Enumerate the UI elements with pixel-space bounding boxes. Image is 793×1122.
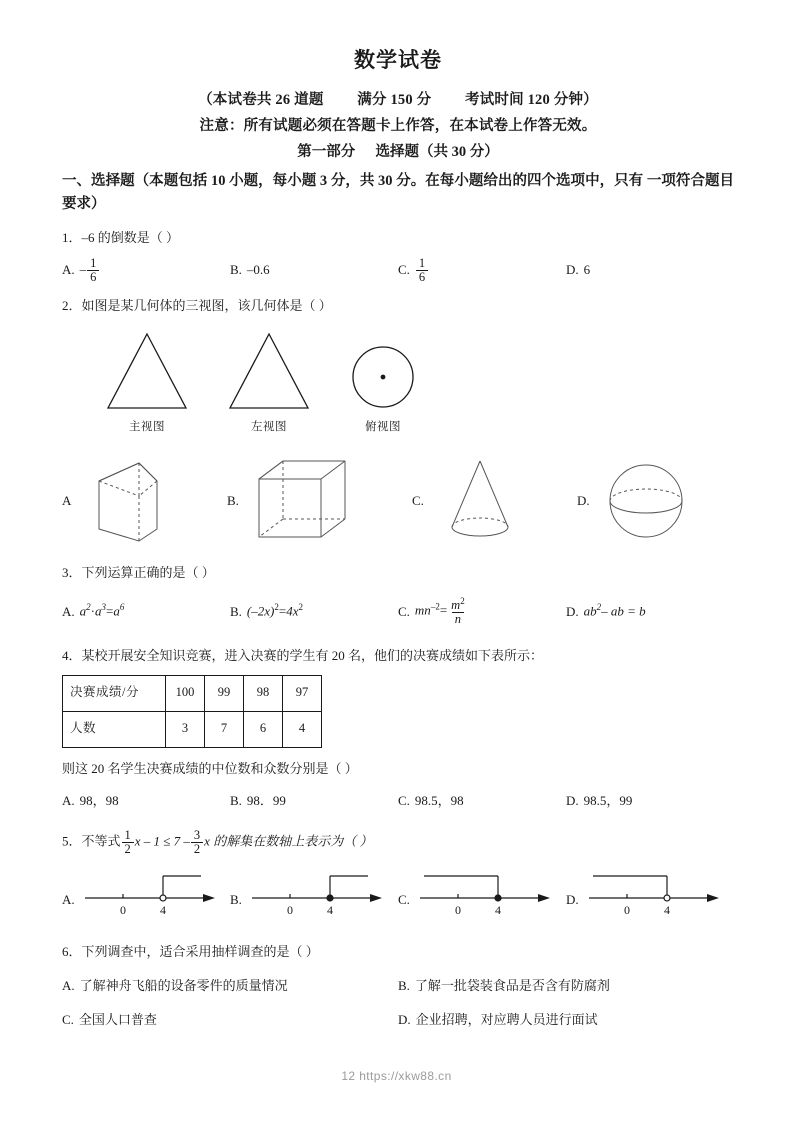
- triangle-icon: [104, 330, 190, 412]
- option-c[interactable]: [412, 453, 577, 548]
- question-5-mid1: x – 1 ≤ 7 –: [134, 833, 190, 849]
- option-d-label: D.: [566, 262, 579, 278]
- question-5-options: [62, 868, 734, 920]
- cube-icon: [245, 453, 355, 548]
- option-d-label: D.: [398, 1012, 411, 1028]
- left-view-caption: 左视图: [251, 421, 287, 434]
- option-a-label: A: [62, 492, 72, 508]
- option-d-value: 企业招聘，对应聘人员进行面试: [415, 1012, 598, 1028]
- part-name: 选择题（共 30 分）: [375, 144, 499, 160]
- option-b[interactable]: [227, 453, 412, 548]
- option-a[interactable]: [62, 791, 230, 811]
- option-a-value: 98，98: [79, 792, 119, 808]
- option-c-expression: $mn^{-2}=$ $\frac{m^2}{n}$: [414, 596, 465, 627]
- question-3: [62, 563, 734, 627]
- question-6-options-row1: [62, 976, 734, 996]
- top-view-caption: 俯视图: [365, 421, 401, 434]
- number-line-c-icon: [414, 868, 554, 920]
- left-view: [210, 330, 328, 437]
- score-table: [62, 675, 322, 748]
- front-view-caption: 主视图: [129, 421, 165, 434]
- option-a-value: – $\frac{1}{6}$: [80, 257, 101, 284]
- question-2-options: [62, 451, 734, 551]
- question-3-options: [62, 597, 734, 626]
- option-b-label: B.: [230, 603, 242, 619]
- option-d-label: D.: [566, 892, 579, 908]
- option-a[interactable]: [62, 976, 398, 996]
- cone-icon: [430, 453, 530, 548]
- svg-text:0: 0: [286, 903, 293, 918]
- option-c[interactable]: [62, 1010, 398, 1030]
- option-d[interactable]: [566, 868, 734, 920]
- score-cell: 100: [166, 675, 205, 711]
- section-heading: [62, 170, 734, 216]
- question-6-options-row2: [62, 1010, 734, 1030]
- option-b-label: B.: [230, 892, 242, 908]
- option-a-label: A.: [62, 792, 75, 808]
- question-2-stem: 2．如图是某几何体的三视图，该几何体是（ ）: [62, 297, 332, 313]
- table-row: [63, 675, 322, 711]
- option-b-label: B.: [227, 492, 239, 508]
- option-b-expression: $(-2x)^2=4x^2$: [246, 602, 303, 619]
- row-header-count: 人数: [63, 711, 166, 747]
- option-d-label: D.: [577, 492, 590, 508]
- section-heading-line2: 一项符合题目要求）: [62, 173, 735, 213]
- option-a-label: A.: [62, 603, 75, 619]
- option-c-value: 全国人口普查: [78, 1012, 157, 1028]
- page-content: [62, 44, 734, 1031]
- question-5: [62, 829, 734, 920]
- count-cell: 4: [283, 711, 322, 747]
- option-a[interactable]: [62, 257, 230, 284]
- part-heading: [62, 140, 734, 161]
- option-c-label: C.: [62, 1012, 74, 1028]
- svg-text:4: 4: [159, 903, 166, 918]
- option-b-value: 了解一批袋装食品是否含有防腐剂: [414, 978, 610, 994]
- option-d-value: 6: [583, 262, 591, 278]
- front-view: [84, 330, 210, 437]
- svg-text:0: 0: [623, 903, 630, 918]
- part-label: 第一部分: [297, 144, 356, 160]
- option-c[interactable]: [398, 791, 566, 811]
- question-4-options: [62, 791, 734, 811]
- option-d[interactable]: [398, 1010, 734, 1030]
- triangular-prism-icon: [77, 453, 173, 548]
- option-a-label: A.: [62, 262, 75, 278]
- option-a[interactable]: [62, 868, 230, 920]
- table-row: [63, 711, 322, 747]
- question-1-stem: 1．–6 的倒数是（ ）: [62, 230, 180, 246]
- svg-text:4: 4: [663, 903, 670, 918]
- svg-text:4: 4: [326, 903, 333, 918]
- exam-total-score: 满分 150 分: [357, 92, 432, 108]
- exam-question-count: （本试卷共 26 道题: [198, 92, 324, 108]
- option-d[interactable]: [566, 597, 734, 626]
- option-d-label: D.: [566, 603, 579, 619]
- three-views-figure: [84, 330, 734, 437]
- question-5-stem: 5．不等式 $\frac{1}{2}$ x – 1 ≤ 7 – $\frac{3}{2}$ x 的解集在数轴上表示为（ ）: [62, 827, 373, 856]
- number-line-d-icon: [583, 868, 723, 920]
- question-5-mid2: x 的解集在数轴上表示为（ ）: [204, 833, 373, 849]
- option-d[interactable]: [566, 791, 734, 811]
- option-b[interactable]: [230, 257, 398, 284]
- exam-info-line: [62, 88, 734, 109]
- page-title: 数学试卷: [354, 48, 442, 72]
- option-c-label: C.: [398, 792, 410, 808]
- option-d[interactable]: [566, 257, 734, 284]
- count-cell: 7: [205, 711, 244, 747]
- option-b-label: B.: [230, 262, 242, 278]
- option-b-value: 98．99: [246, 792, 286, 808]
- option-b[interactable]: [230, 597, 398, 626]
- option-d[interactable]: [577, 453, 734, 548]
- question-4-follow: 则这 20 名学生决赛成绩的中位数和众数分别是（ ）: [62, 760, 358, 776]
- count-cell: 3: [166, 711, 205, 747]
- question-1: [62, 228, 734, 283]
- option-c-value: 98.5，98: [414, 792, 464, 808]
- section-heading-line1: 一、选择题（本题包括 10 小题，每小题 3 分，共 30 分。在每小题给出的四个选项中，只有: [62, 173, 644, 189]
- question-5-stem-pre: 5．不等式: [62, 833, 121, 849]
- option-d-label: D.: [566, 792, 579, 808]
- row-header-score: 决赛成绩/分: [63, 675, 166, 711]
- option-a[interactable]: [62, 453, 227, 548]
- option-c-label: C.: [398, 603, 410, 619]
- question-1-options: [62, 257, 734, 284]
- score-cell: 97: [283, 675, 322, 711]
- score-cell: 98: [244, 675, 283, 711]
- option-c-label: C.: [398, 892, 410, 908]
- top-view: [328, 342, 438, 437]
- option-d-value: 98.5，99: [583, 792, 633, 808]
- question-4-stem: 4．某校开展安全知识竞赛，进入决赛的学生有 20 名，他们的决赛成绩如下表所示：: [62, 648, 544, 664]
- option-b[interactable]: [398, 976, 734, 996]
- option-b[interactable]: [230, 868, 398, 920]
- svg-text:0: 0: [454, 903, 461, 918]
- question-4: [62, 646, 734, 810]
- svg-text:4: 4: [494, 903, 501, 918]
- question-6: [62, 942, 734, 1030]
- option-c[interactable]: [398, 257, 566, 284]
- sphere-icon: [596, 453, 696, 548]
- option-d-expression: $ab^2-$ ab = b: [583, 602, 646, 619]
- page-footer: 12 https://xkw88.cn: [341, 1069, 452, 1083]
- option-a-expression: $a^2\cdot a^3=a^6$: [79, 602, 125, 619]
- count-cell: 6: [244, 711, 283, 747]
- option-b-value: –0.6: [246, 262, 270, 278]
- option-a-label: A.: [62, 892, 75, 908]
- question-2: [62, 296, 734, 551]
- option-c-label: C.: [412, 492, 424, 508]
- option-b-label: B.: [230, 792, 242, 808]
- question-3-stem: 3．下列运算正确的是（ ）: [62, 564, 215, 580]
- number-line-b-icon: [246, 868, 386, 920]
- question-6-stem: 6．下列调查中，适合采用抽样调查的是（ ）: [62, 944, 319, 960]
- option-c-value: $\frac{1}{6}$: [415, 257, 429, 284]
- exam-duration: 考试时间 120 分钟）: [464, 92, 598, 108]
- option-a[interactable]: [62, 597, 230, 626]
- option-a-label: A.: [62, 978, 75, 994]
- option-b-label: B.: [398, 978, 410, 994]
- option-c[interactable]: [398, 597, 566, 626]
- option-c[interactable]: [398, 868, 566, 920]
- triangle-icon: [226, 330, 312, 412]
- exam-notice: 注意：所有试题必须在答题卡上作答，在本试卷上作答无效。: [199, 118, 597, 134]
- svg-text:0: 0: [119, 903, 126, 918]
- option-c-label: C.: [398, 262, 410, 278]
- score-cell: 99: [205, 675, 244, 711]
- option-a-value: 了解神舟飞船的设备零件的质量情况: [79, 978, 288, 994]
- circle-with-dot-icon: [350, 342, 416, 412]
- number-line-a-icon: [79, 868, 219, 920]
- option-b[interactable]: [230, 791, 398, 811]
